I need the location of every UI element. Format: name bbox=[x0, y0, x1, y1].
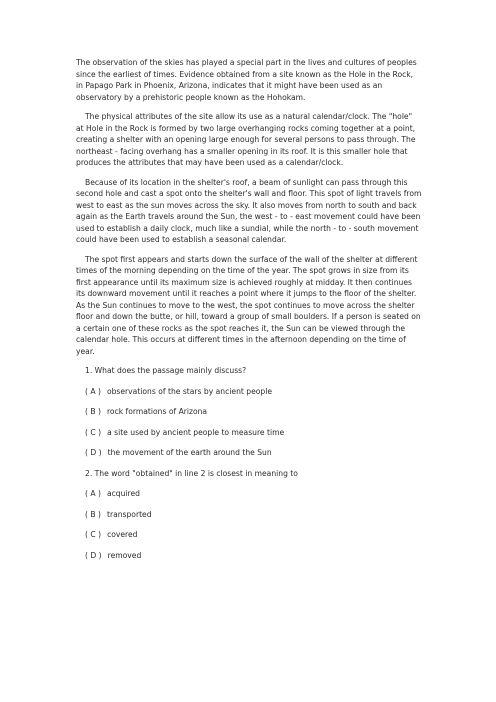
passage-paragraph-3: Because of its location in the shelter's roof, a beam of sunlight can pass through this second hole and cast a spot onto the shelter's wall and floor. This spot of light travels from west to east as the sun moves across the sky. It also moves from north to south and back again as the Earth travels around the Sun, the west - to - east movement could have been used to establish a daily clock, much like a sundial, while the north - to - south movement could have been used to establish a seasonal calendar. bbox=[76, 177, 422, 244]
question-prompt: 2. The word "obtained" in line 2 is closest in meaning to bbox=[85, 468, 298, 478]
passage-paragraph-2: The physical attributes of the site allow its use as a natural calendar/clock. The "hole" at Hole in the Rock is formed by two large overhanging rocks coming together at a point, creating a shelter with an opening large enough for several persons to pass through. The northeast - facing overhang has a smaller opening in its roof. It is this smaller hole that produces the attributes that may have been used as a calendar/clock. bbox=[76, 112, 416, 167]
option-letter: ( B ) bbox=[85, 509, 101, 519]
question-option bbox=[85, 386, 422, 398]
passage-paragraph-1: The observation of the skies has played a special part in the lives and cultures of peoples since the earliest of times. Evidence obtained from a site known as the Hole in the Rock, in Papago Park in Phoenix, Arizona, indicates that it might have been used as an observatory by a prehistoric people known as the Hohokam. bbox=[76, 58, 417, 102]
question-option bbox=[85, 447, 422, 459]
question-prompt: 1. What does the passage mainly discuss? bbox=[85, 366, 247, 375]
option-text: observations of the stars by ancient people bbox=[106, 386, 273, 396]
question-2 bbox=[76, 468, 422, 562]
question-option bbox=[85, 427, 422, 439]
option-letter: ( A ) bbox=[85, 489, 101, 498]
option-letter: ( C ) bbox=[85, 427, 102, 437]
option-text: the movement of the earth around the Sun bbox=[107, 448, 272, 457]
question-option bbox=[85, 509, 422, 521]
option-text: rock formations of Arizona bbox=[106, 407, 208, 416]
option-text: removed bbox=[107, 550, 142, 560]
question-option bbox=[85, 550, 422, 562]
option-letter: ( D ) bbox=[85, 550, 102, 560]
option-letter: ( C ) bbox=[85, 530, 102, 539]
question-option bbox=[85, 406, 422, 418]
option-text: covered bbox=[107, 530, 138, 539]
option-text: acquired bbox=[106, 489, 140, 498]
option-text: a site used by ancient people to measure time bbox=[107, 427, 285, 437]
option-letter: ( D ) bbox=[85, 448, 102, 457]
question-1 bbox=[76, 365, 422, 459]
option-letter: ( A ) bbox=[85, 386, 101, 396]
passage-paragraph-4: The spot first appears and starts down the surface of the wall of the shelter at different times of the morning depending on the time of the year. The spot grows in size from its first appearance until its maximum size is achieved roughly at midday. It then continues its downward movement until it reaches a point where it jumps to the floor of the shelter. As the Sun continues to move to the west, the spot continues to move across the shelter floor and down the butte, or hill, toward a group of small boulders. If a person is seated on a certain one of these rocks as the spot reaches it, the Sun can be viewed through the calendar hole. This occurs at different times in the afternoon depending on the time of year. bbox=[76, 254, 421, 356]
option-text: transported bbox=[106, 509, 152, 519]
question-option bbox=[85, 488, 422, 500]
option-letter: ( B ) bbox=[85, 407, 101, 416]
question-option bbox=[85, 529, 422, 541]
document-page bbox=[76, 57, 422, 570]
